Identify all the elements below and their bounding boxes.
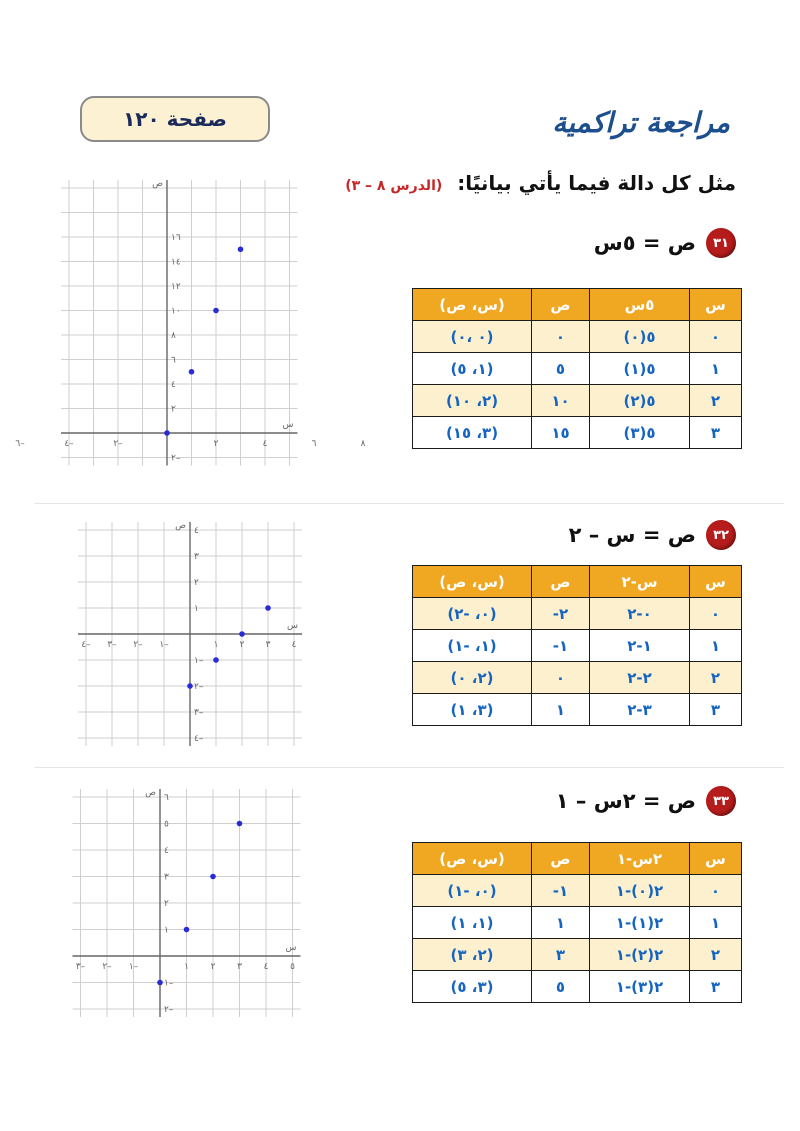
problem-31-table: [412, 288, 742, 449]
x-tick-label: ١–: [128, 962, 139, 972]
cell-y: ٥: [532, 971, 590, 1003]
table-row: [413, 417, 742, 449]
cell-y: ١: [532, 907, 590, 939]
y-tick-label: ٨: [171, 331, 176, 341]
problem-33-table: [412, 842, 742, 1003]
x-tick-label: ٢: [213, 439, 219, 449]
header-pair: (س، ص): [413, 566, 532, 598]
y-tick-label: ٣: [194, 552, 199, 562]
cell-x: ٠: [690, 875, 742, 907]
cell-y: ٥: [532, 353, 590, 385]
y-tick-label: ١٠: [171, 306, 181, 317]
table-row: [413, 321, 742, 353]
problem-33-header: [556, 786, 736, 816]
header-x: س: [690, 566, 742, 598]
y-tick-label: ٢: [194, 578, 199, 588]
y-tick-label: ٢–: [171, 453, 181, 464]
y-tick-label: ٣–: [194, 708, 204, 718]
problem-33-number: ٣٣: [706, 786, 736, 816]
cell-x: ٢: [690, 939, 742, 971]
x-tick-label: ٢–: [133, 640, 143, 650]
table-row: [413, 971, 742, 1003]
page-number-box: [80, 96, 270, 142]
cell-pair: (٢، ٠): [413, 662, 532, 694]
header-y: ص: [532, 566, 590, 598]
cell-x: ١: [690, 907, 742, 939]
header-x: س: [690, 843, 742, 875]
y-axis-label: ص: [152, 179, 163, 189]
cell-pair: (٠، -١): [413, 875, 532, 907]
cell-pair: (٠، -٢): [413, 598, 532, 630]
header-y: ص: [532, 289, 590, 321]
data-point: [239, 631, 245, 637]
header-expression: ٢س-١: [590, 843, 690, 875]
y-tick-label: ٢: [164, 899, 169, 909]
cell-expression: ٢(٣)-١: [590, 971, 690, 1003]
x-tick-label: ١: [184, 962, 189, 972]
y-tick-label: ١: [194, 604, 199, 614]
data-point: [238, 246, 244, 252]
y-axis-label: ص: [145, 788, 156, 798]
y-tick-label: ٦: [171, 355, 176, 366]
cell-y: ١-: [532, 875, 590, 907]
section-divider: [34, 767, 784, 768]
table-row: [413, 907, 742, 939]
cell-pair: (١، ٥): [413, 353, 532, 385]
section-divider: [34, 503, 784, 504]
cell-y: ٢-: [532, 598, 590, 630]
cell-expression: ٥(٣): [590, 417, 690, 449]
x-tick-label: ٢: [239, 640, 245, 650]
x-tick-label: ٤: [291, 640, 297, 650]
cell-expression: ٥(٢): [590, 385, 690, 417]
y-tick-label: ١٦: [171, 233, 181, 243]
x-tick-label: ٣: [265, 640, 271, 650]
y-tick-label: ٤–: [194, 734, 204, 744]
y-tick-label: ١٢: [171, 282, 181, 292]
x-tick-label: ٣–: [107, 640, 117, 650]
header-pair: (س، ص): [413, 289, 532, 321]
data-point: [164, 430, 170, 436]
table-header-row: [413, 289, 742, 321]
x-tick-label: ٢: [210, 962, 216, 972]
cell-x: ٢: [690, 662, 742, 694]
cell-y: ٠: [532, 321, 590, 353]
data-point: [213, 308, 219, 314]
table-row: [413, 598, 742, 630]
y-tick-label: ٥: [164, 819, 169, 830]
header-x: س: [690, 289, 742, 321]
cell-x: ١: [690, 630, 742, 662]
cell-expression: ٠-٢: [590, 598, 690, 630]
cell-expression: ١-٢: [590, 630, 690, 662]
cell-pair: (٣، ١): [413, 694, 532, 726]
instruction: [345, 171, 736, 195]
cell-y: ٣: [532, 939, 590, 971]
x-tick-label: ٤: [263, 962, 269, 972]
x-tick-label: ٦: [311, 439, 317, 449]
table-row: [413, 694, 742, 726]
header-pair: (س، ص): [413, 843, 532, 875]
x-tick-label: ٤–: [81, 640, 91, 650]
data-point: [237, 821, 243, 827]
instruction-text: مثل كل دالة فيما يأتي بيانيًا:: [457, 171, 736, 195]
cell-x: ٣: [690, 971, 742, 1003]
table-row: [413, 385, 742, 417]
data-point: [187, 683, 193, 689]
x-tick-label: ٣–: [75, 962, 86, 972]
y-tick-label: ١: [164, 925, 169, 936]
problem-31-number: ٣١: [706, 228, 736, 258]
cell-pair: (١، ١): [413, 907, 532, 939]
y-tick-label: ٢–: [164, 1005, 174, 1015]
lesson-reference: (الدرس ٨ – ٣): [345, 178, 443, 194]
data-point: [157, 980, 163, 986]
problem-33-graph: [60, 785, 310, 1025]
header-expression: س-٢: [590, 566, 690, 598]
cell-x: ٣: [690, 417, 742, 449]
cell-x: ٠: [690, 598, 742, 630]
y-tick-label: ١–: [164, 978, 174, 989]
cell-expression: ٢(٢)-١: [590, 939, 690, 971]
data-point: [189, 369, 195, 375]
y-tick-label: ٤: [171, 380, 176, 390]
data-point: [184, 927, 190, 933]
cell-pair: (٠ ،٠): [413, 321, 532, 353]
problem-32-graph: [60, 515, 310, 755]
y-tick-label: ٤: [194, 526, 199, 536]
y-tick-label: ٣: [164, 872, 169, 883]
cell-y: ١: [532, 694, 590, 726]
cell-x: ٠: [690, 321, 742, 353]
cell-pair: (١، -١): [413, 630, 532, 662]
x-tick-label: ٢–: [113, 439, 123, 449]
problem-31-graph: [15, 179, 366, 483]
header-y: ص: [532, 843, 590, 875]
cell-y: ١-: [532, 630, 590, 662]
cell-pair: (٢، ٣): [413, 939, 532, 971]
cell-x: ١: [690, 353, 742, 385]
problem-33-equation: ص = ٢س – ١: [555, 789, 696, 813]
x-tick-label: ٤: [262, 439, 268, 449]
cell-x: ٣: [690, 694, 742, 726]
cell-x: ٢: [690, 385, 742, 417]
data-point: [213, 657, 219, 663]
cell-expression: ٢-٢: [590, 662, 690, 694]
table-row: [413, 875, 742, 907]
cell-y: ١٥: [532, 417, 590, 449]
table-row: [413, 353, 742, 385]
table-row: [413, 939, 742, 971]
y-tick-label: ٦: [164, 793, 169, 803]
table-row: [413, 662, 742, 694]
problem-32-header: [569, 520, 736, 550]
section-title: مراجعة تراكمية: [552, 106, 730, 139]
page-number-label: صفحة ١٢٠: [123, 107, 227, 131]
cell-pair: (٣، ٥): [413, 971, 532, 1003]
y-tick-label: ٤: [164, 846, 169, 856]
cell-pair: (٢، ١٠): [413, 385, 532, 417]
cell-expression: ٢(٠)-١: [590, 875, 690, 907]
x-tick-label: ٣: [237, 962, 242, 972]
cell-expression: ٥(١): [590, 353, 690, 385]
x-axis-label: س: [287, 621, 298, 631]
cell-pair: (٣، ١٥): [413, 417, 532, 449]
problem-32-equation: ص = س – ٢: [568, 523, 696, 547]
x-tick-label: ٤–: [64, 439, 74, 449]
x-tick-label: ٦–: [15, 439, 25, 449]
x-axis-label: س: [282, 420, 294, 430]
header-expression: ٥س: [590, 289, 690, 321]
y-tick-label: ٢–: [194, 682, 204, 692]
problem-32-number: ٣٢: [706, 520, 736, 550]
cell-y: ١٠: [532, 385, 590, 417]
y-tick-label: ١–: [194, 656, 204, 666]
data-point: [210, 874, 216, 880]
x-tick-label: ٨: [360, 439, 366, 449]
problem-32-table: [412, 565, 742, 726]
table-header-row: [413, 566, 742, 598]
y-axis-label: ص: [175, 521, 186, 531]
x-tick-label: ١–: [159, 640, 169, 650]
x-tick-label: ١: [213, 640, 219, 650]
problem-31-header: [594, 228, 736, 258]
table-row: [413, 630, 742, 662]
cell-expression: ٥(٠): [590, 321, 690, 353]
y-tick-label: ١٤: [171, 257, 181, 268]
cell-expression: ٢(١)-١: [590, 907, 690, 939]
cell-expression: ٣-٢: [590, 694, 690, 726]
y-tick-label: ٢: [171, 404, 176, 415]
x-tick-label: ٥: [290, 962, 295, 972]
cell-y: ٠: [532, 662, 590, 694]
data-point: [265, 605, 271, 611]
table-header-row: [413, 843, 742, 875]
x-tick-label: ٢–: [102, 962, 112, 972]
x-axis-label: س: [285, 943, 297, 953]
problem-31-equation: ص = ٥س: [593, 231, 696, 255]
